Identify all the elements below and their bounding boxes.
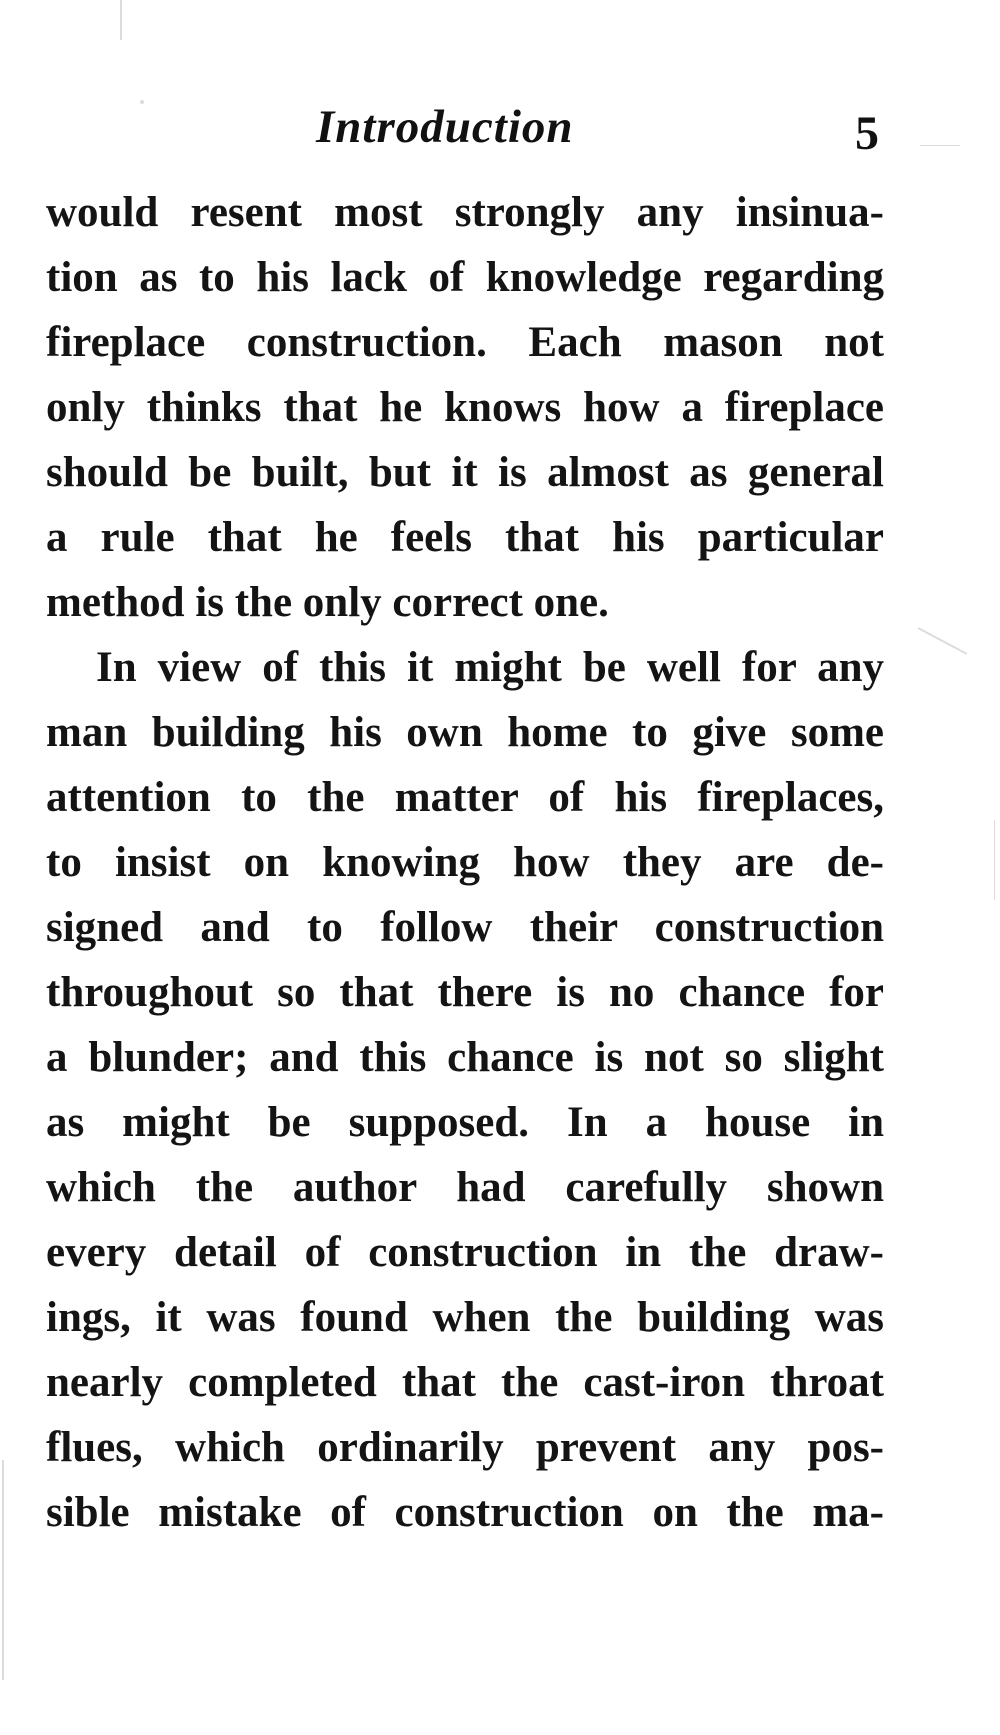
text-line: ings, it was found when the building was	[46, 1294, 884, 1341]
text-line: throughout so that there is no chance for	[46, 969, 884, 1016]
text-line: sible mistake of construction on the ma-	[46, 1489, 884, 1536]
paragraph-2	[46, 635, 884, 1545]
text-line: man building his own home to give some	[46, 709, 884, 756]
scan-mark	[920, 145, 960, 146]
text-line: a rule that he feels that his particular	[46, 514, 884, 561]
text-line: fireplace construction. Each mason not	[46, 319, 884, 366]
text-line: a blunder; and this chance is not so slight	[46, 1034, 884, 1081]
scan-mark	[918, 627, 968, 655]
running-head: Introduction	[316, 101, 574, 153]
text-line: as might be supposed. In a house in	[46, 1099, 884, 1146]
text-line: to insist on knowing how they are de-	[46, 839, 884, 886]
text-line: In view of this it might be well for any	[96, 644, 884, 691]
body-text	[46, 180, 884, 1545]
scan-mark	[994, 820, 995, 900]
text-line: tion as to his lack of knowledge regarding	[46, 254, 884, 301]
text-line: only thinks that he knows how a fireplace	[46, 384, 884, 431]
scan-mark	[2, 1460, 4, 1680]
text-line: signed and to follow their construction	[46, 904, 884, 951]
text-line: which the author had carefully shown	[46, 1164, 884, 1211]
text-line: method is the only correct one.	[46, 579, 609, 626]
paragraph-1	[46, 180, 884, 635]
text-line: every detail of construction in the draw-	[46, 1229, 884, 1276]
page-number: 5	[855, 107, 879, 160]
text-line: should be built, but it is almost as general	[46, 449, 884, 496]
text-line: flues, which ordinarily prevent any pos-	[46, 1424, 884, 1471]
scan-mark	[140, 100, 144, 104]
text-line: nearly completed that the cast-iron throat	[46, 1359, 884, 1406]
scan-mark	[120, 0, 122, 40]
text-line: would resent most strongly any insinua-	[46, 189, 884, 236]
page-header	[0, 100, 1000, 170]
text-line: attention to the matter of his fireplaces,	[46, 774, 884, 821]
